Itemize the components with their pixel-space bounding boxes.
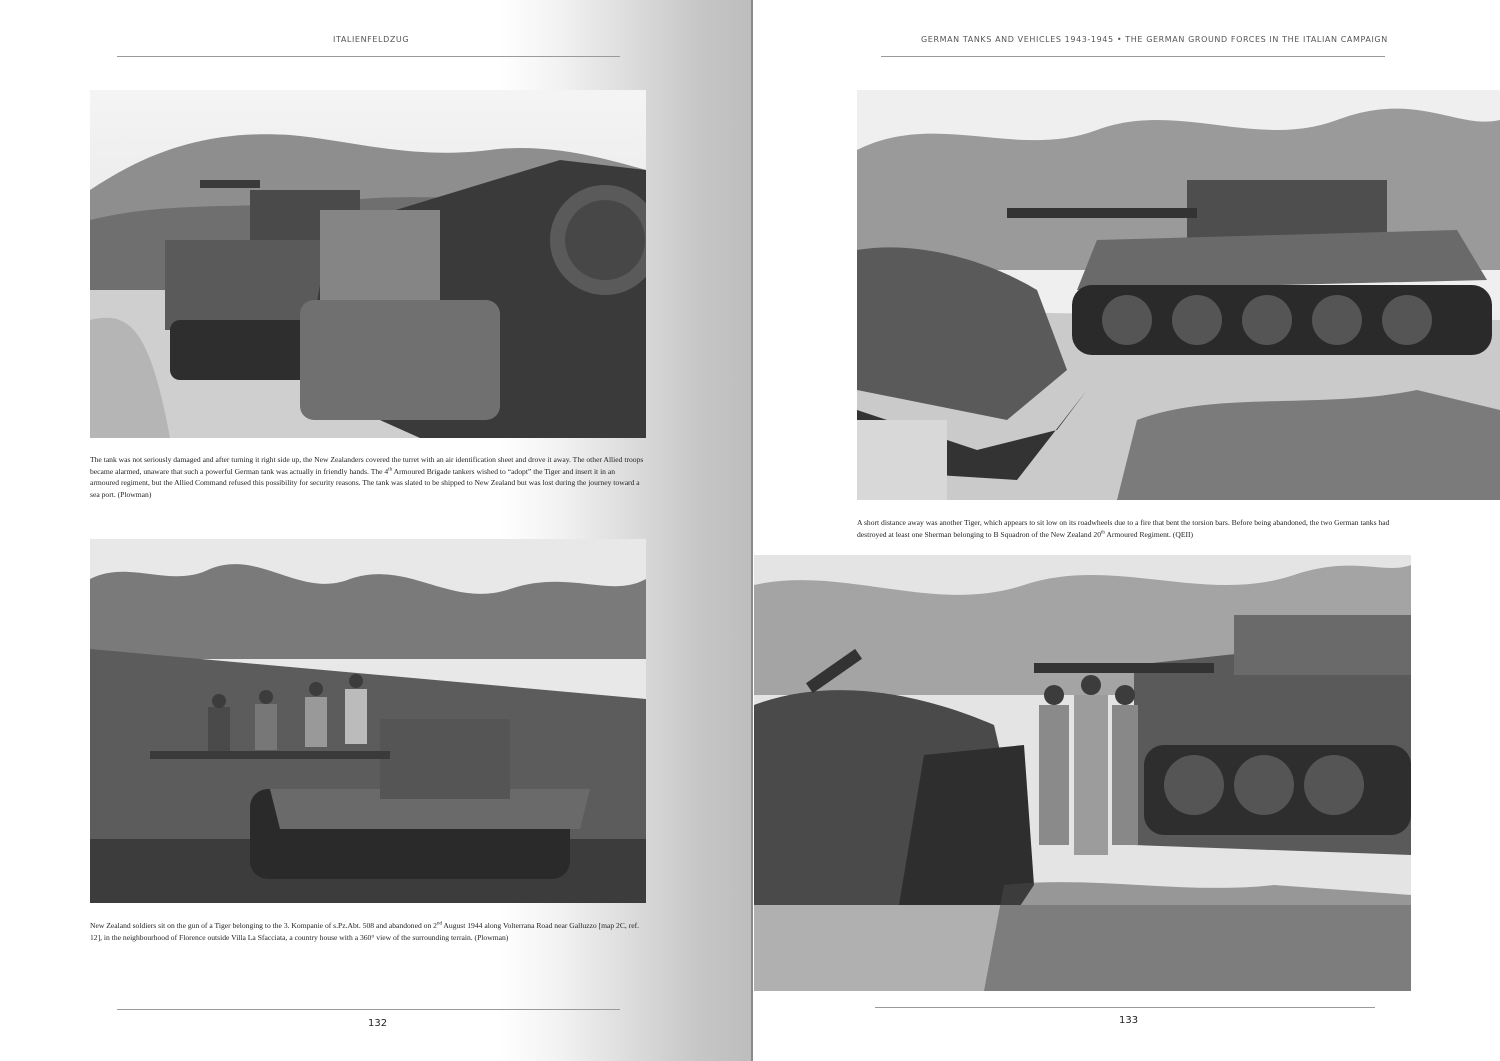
header-rule-left	[117, 56, 620, 57]
caption-top-right	[857, 517, 1417, 540]
photo-tiger-towed	[90, 90, 646, 438]
photo-tiger-olive-grove	[857, 90, 1500, 500]
running-head-left: ITALIENFELDZUG	[333, 35, 410, 44]
caption-text: A short distance away was another Tiger, which appears to sit low on its roadwheels due to a fire that bent the torsion bars. Before being abandoned, the two German tanks had destroyed at least one Sherman belonging to B Squadron of the New Zealand 20	[857, 518, 1390, 539]
caption-superscript: th	[1101, 530, 1105, 536]
header-rule-right	[881, 56, 1385, 57]
page-number-right: 133	[1119, 1015, 1139, 1026]
caption-bottom-left	[90, 920, 646, 943]
photo-soldiers-inspecting-wrecks	[754, 555, 1411, 991]
footer-rule-left	[117, 1009, 620, 1010]
caption-text: The tank was not seriously damaged and after turning it right side up, the New Zealanders covered the turret with an air identification sheet and drove it away. The other Allied troops became alarmed, unaware that such a powerful German tank was actually in friendly hands. The 4	[90, 455, 644, 476]
caption-top-left	[90, 454, 646, 500]
running-head-right: GERMAN TANKS AND VEHICLES 1943-1945 • THE GERMAN GROUND FORCES IN THE ITALIAN CAMPAIGN	[921, 35, 1388, 44]
caption-superscript: th	[388, 467, 393, 473]
caption-text: August 1944 along Volterrana Road near Galluzzo [map 2C, ref. 12], in the neighbourhood of Florence outside Villa La Sfacciata, a country house with a 360° view of the surrounding terrain. (Plowman)	[90, 921, 640, 942]
caption-superscript: nd	[436, 921, 442, 927]
right-page	[753, 0, 1500, 1061]
page-number-left: 132	[368, 1018, 388, 1029]
caption-text: Armoured Regiment. (QEII)	[1104, 529, 1194, 539]
footer-rule-right	[875, 1007, 1375, 1008]
caption-text: Armoured Brigade tankers wished to “adopt” the Tiger and insert it in an armoured regiment, but the Allied Command refused this possibility for security reasons. The tank was slated to be shipped to New Zealand but was lost during the journey toward a sea port. (Plowman)	[90, 466, 640, 499]
caption-text: New Zealand soldiers sit on the gun of a Tiger belonging to the 3. Kompanie of s.Pz.Abt. 508 and abandoned on 2	[90, 921, 437, 930]
photo-soldiers-on-tiger	[90, 539, 646, 903]
